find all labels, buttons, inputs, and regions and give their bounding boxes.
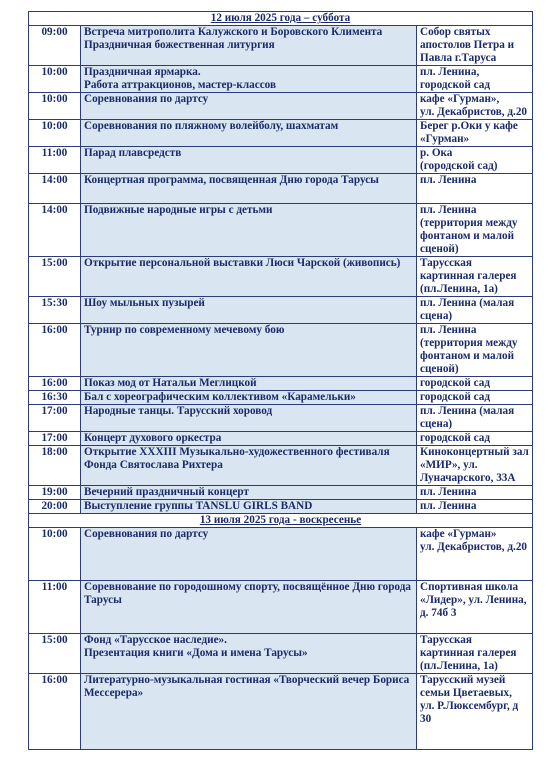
event-location-line: р. Ока: [420, 147, 453, 159]
event-location-line: ул. Декабристов, д.20: [420, 106, 528, 118]
event-time: 09:00: [29, 26, 81, 66]
event-title: [81, 405, 417, 432]
event-location-line: Тарусский музей семьи Цветаевых, ул. Р.Люксембург, д 30: [420, 674, 519, 725]
event-location: [417, 432, 533, 446]
event-title-line: Работа аттракционов, мастер-классов: [84, 79, 277, 91]
event-location-line: пл. Ленина,: [420, 66, 480, 78]
event-title-line: Соревнования по дартсу: [84, 93, 209, 105]
event-location: [417, 174, 533, 204]
event-title-line: Вечерний праздничный концерт: [84, 486, 249, 498]
schedule-row: [29, 147, 533, 174]
schedule-row: [29, 377, 533, 391]
event-location-line: ул. Декабристов, д.20: [420, 541, 528, 553]
event-location: [417, 500, 533, 514]
event-title-line: Парад плавсредств: [84, 147, 182, 159]
event-title: [81, 432, 417, 446]
event-location-line: Спортивная школа «Лидер», ул. Ленина, д. 74б 3: [420, 581, 527, 619]
event-location-line: пл. Ленина: [420, 500, 477, 512]
schedule-row: [29, 257, 533, 297]
event-time: 16:30: [29, 391, 81, 405]
event-title-line: Шоу мыльных пузырей: [84, 297, 205, 309]
event-location-line: кафе «Гурман»,: [420, 93, 500, 105]
event-time: 15:00: [29, 257, 81, 297]
schedule-row: [29, 324, 533, 377]
event-title-line: Встреча митрополита Калужского и Боровского Климента: [84, 26, 383, 38]
event-location: [417, 66, 533, 93]
schedule-row: [29, 674, 533, 750]
event-title: [81, 174, 417, 204]
schedule-row: [29, 528, 533, 581]
event-time: 19:00: [29, 486, 81, 500]
event-time: 16:00: [29, 377, 81, 391]
event-time: 15:00: [29, 634, 81, 674]
event-time: 15:30: [29, 297, 81, 324]
event-location: [417, 93, 533, 120]
event-location: [417, 204, 533, 257]
event-location: [417, 257, 533, 297]
event-title-line: Праздничная ярмарка.: [84, 66, 201, 78]
schedule-row: [29, 391, 533, 405]
event-title-line: Подвижные народные игры с детьми: [84, 204, 273, 216]
event-title: [81, 66, 417, 93]
schedule-row: [29, 405, 533, 432]
event-location-line: (территория между фонтаном и малой сценой): [420, 337, 518, 375]
schedule-row: [29, 66, 533, 93]
event-title-line: Турнир по современному мечевому бою: [84, 324, 285, 336]
event-location-line: пл. Ленина: [420, 324, 477, 336]
schedule-row: [29, 446, 533, 486]
event-location-line: городской сад: [420, 79, 491, 91]
schedule-row: [29, 432, 533, 446]
event-location: [417, 634, 533, 674]
event-location-line: Тарусская картинная галерея (пл.Ленина, 1а): [420, 634, 517, 672]
day-heading-row: [29, 12, 533, 26]
event-location: [417, 324, 533, 377]
event-time: 10:00: [29, 66, 81, 93]
event-location-line: городской сад: [420, 432, 491, 444]
event-title: [81, 634, 417, 674]
event-location-line: пл. Ленина (малая сцена): [420, 405, 515, 430]
schedule-row: [29, 500, 533, 514]
event-time: 14:00: [29, 204, 81, 257]
event-title: [81, 93, 417, 120]
schedule-row: [29, 120, 533, 147]
event-time: 11:00: [29, 147, 81, 174]
event-title: [81, 500, 417, 514]
event-location: [417, 446, 533, 486]
event-title: [81, 120, 417, 147]
event-title: [81, 26, 417, 66]
event-location-line: Киноконцертный зал «МИР», ул. Луначарского, 33А: [420, 446, 529, 484]
event-title-line: Презентация книги «Дома и имена Тарусы»: [84, 647, 308, 659]
event-location-line: городской сад: [420, 377, 491, 389]
event-location: [417, 528, 533, 581]
event-location-line: кафе «Гурман»: [420, 528, 497, 540]
event-title-line: Соревнования по дартсу: [84, 528, 209, 540]
event-title: [81, 446, 417, 486]
event-location-line: пл. Ленина: [420, 486, 477, 498]
event-title: [81, 674, 417, 750]
event-title-line: Бал с хореографическим коллективом «Карамельки»: [84, 391, 356, 403]
schedule-row: [29, 93, 533, 120]
event-location-line: Берег р.Оки у кафе «Гурман»: [420, 120, 518, 145]
event-time: 16:00: [29, 324, 81, 377]
event-location: [417, 377, 533, 391]
day-heading: 12 июля 2025 года – суббота: [29, 12, 533, 26]
event-location: [417, 297, 533, 324]
schedule-row: [29, 486, 533, 500]
event-title-line: Соревнование по городошному спорту, посвящённое Дню города Тарусы: [84, 581, 411, 606]
event-location: [417, 26, 533, 66]
event-title-line: Соревнования по пляжному волейболу, шахматам: [84, 120, 339, 132]
event-title: [81, 391, 417, 405]
event-location-line: (территория между фонтаном и малой сценой): [420, 217, 518, 255]
event-time: 16:00: [29, 674, 81, 750]
event-time: 10:00: [29, 93, 81, 120]
event-location-line: пл. Ленина: [420, 174, 477, 186]
event-title: [81, 581, 417, 634]
event-location: [417, 674, 533, 750]
event-title: [81, 297, 417, 324]
schedule-row: [29, 581, 533, 634]
event-title-line: Открытие XXXIII Музыкально-художественного фестиваля Фонда Святослава Рихтера: [84, 446, 390, 471]
event-time: 17:00: [29, 405, 81, 432]
event-time: 17:00: [29, 432, 81, 446]
event-title: [81, 204, 417, 257]
event-location-line: (городской сад): [420, 160, 498, 172]
event-location-line: пл. Ленина (малая сцена): [420, 297, 515, 322]
event-location-line: городской сад: [420, 391, 491, 403]
schedule-row: [29, 634, 533, 674]
event-location-line: Тарусская картинная галерея (пл.Ленина, 1а): [420, 257, 517, 295]
day-heading-row: [29, 514, 533, 528]
schedule-row: [29, 297, 533, 324]
event-location: [417, 581, 533, 634]
event-location-line: пл. Ленина: [420, 204, 477, 216]
event-title-line: Концертная программа, посвященная Дню города Тарусы: [84, 174, 379, 186]
event-time: 20:00: [29, 500, 81, 514]
event-title-line: Литературно-музыкальная гостиная «Творческий вечер Бориса Мессерера»: [84, 674, 410, 699]
event-time: 14:00: [29, 174, 81, 204]
event-title: [81, 324, 417, 377]
event-title: [81, 257, 417, 297]
event-title-line: Показ мод от Натальи Меглицкой: [84, 377, 257, 389]
event-time: 11:00: [29, 581, 81, 634]
event-title-line: Открытие персональной выставки Люси Чарской (живопись): [84, 257, 401, 269]
schedule-row: [29, 26, 533, 66]
event-location-line: Собор святых апостолов Петра и Павла г.Таруса: [420, 26, 515, 64]
schedule-sheet: [28, 11, 532, 750]
schedule-table: [28, 11, 533, 750]
event-title-line: Концерт духового оркестра: [84, 432, 222, 444]
event-location: [417, 405, 533, 432]
event-location: [417, 120, 533, 147]
schedule-row: [29, 204, 533, 257]
event-title-line: Праздничная божественная литургия: [84, 39, 275, 51]
event-title: [81, 147, 417, 174]
event-title: [81, 377, 417, 391]
event-time: 18:00: [29, 446, 81, 486]
event-time: 10:00: [29, 528, 81, 581]
event-time: 10:00: [29, 120, 81, 147]
event-title: [81, 528, 417, 581]
schedule-row: [29, 174, 533, 204]
event-location: [417, 391, 533, 405]
event-title: [81, 486, 417, 500]
event-title-line: Фонд «Тарусское наследие».: [84, 634, 227, 646]
event-title-line: Народные танцы. Тарусский хоровод: [84, 405, 273, 417]
event-location: [417, 486, 533, 500]
event-location: [417, 147, 533, 174]
day-heading: 13 июля 2025 года - воскресенье: [29, 514, 533, 528]
event-title-line: Выступление группы TANSLU GIRLS BAND: [84, 500, 313, 512]
